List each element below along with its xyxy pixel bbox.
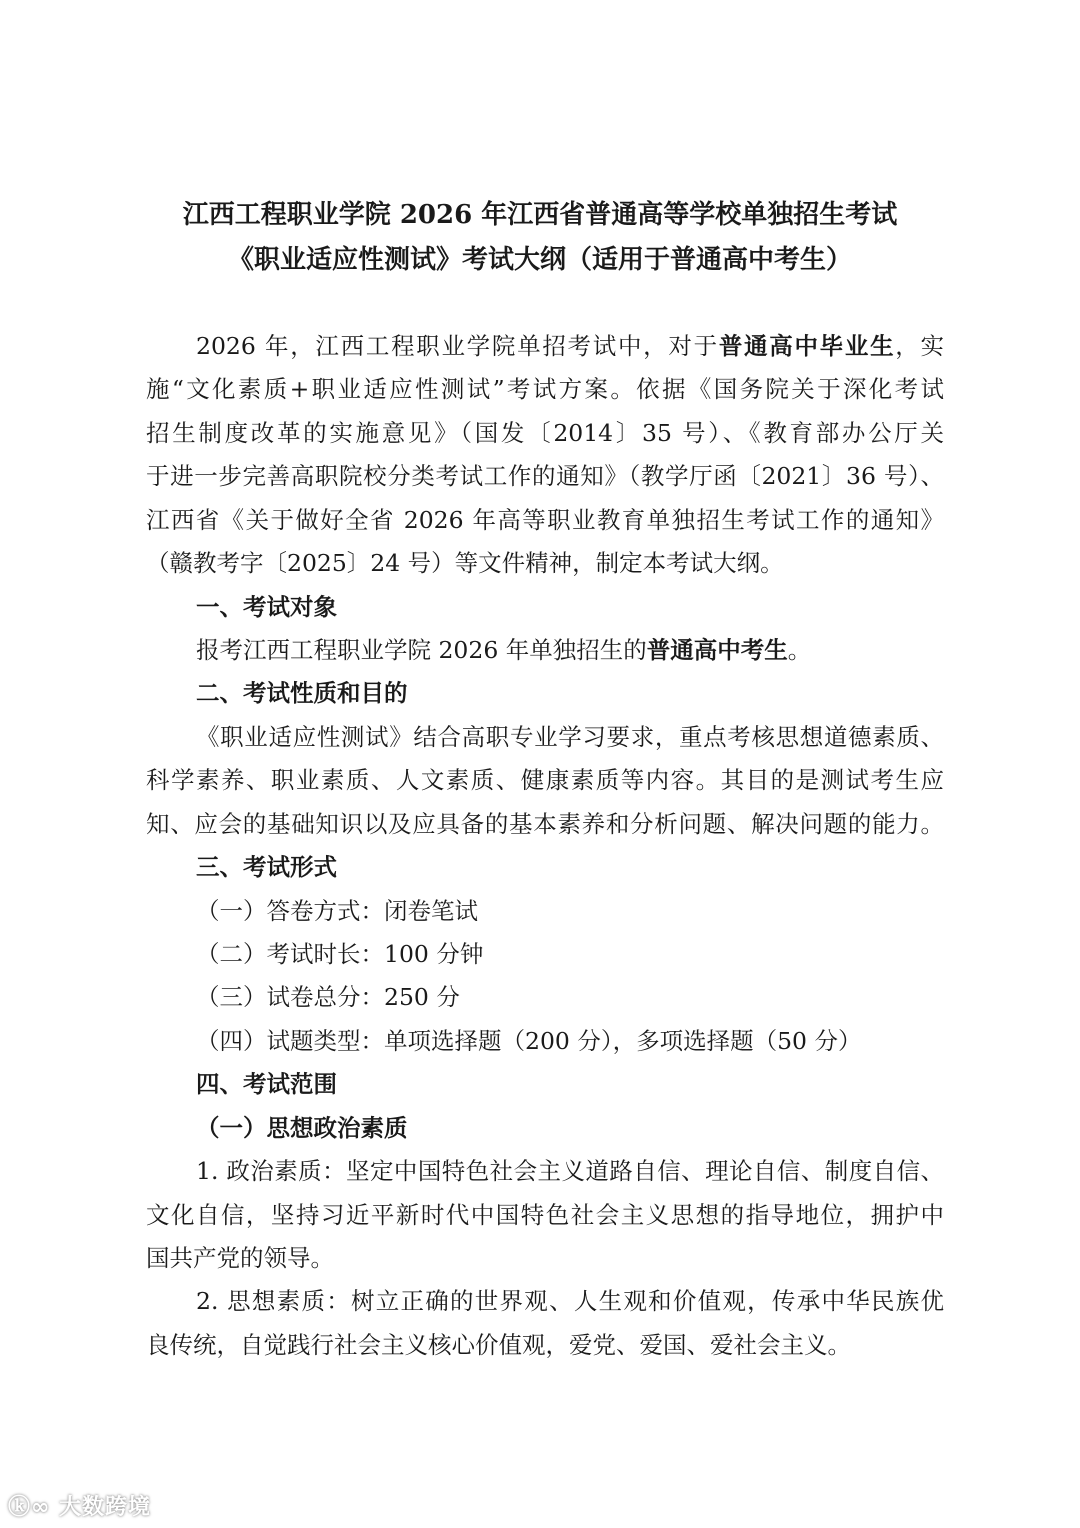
text-segment: 招生制度改革的实施意见》（国发〔2014〕35 号）、《教育部办公厅关 bbox=[146, 418, 944, 447]
text-line bbox=[146, 548, 944, 578]
bold-text: 一、考试对象 bbox=[196, 592, 337, 621]
text-line bbox=[146, 1069, 944, 1099]
text-line bbox=[146, 1156, 944, 1186]
text-segment: 国共产党的领导。 bbox=[146, 1244, 334, 1273]
text-segment: 文化自信，坚持习近平新时代中国特色社会主义思想的指导地位，拥护中 bbox=[146, 1200, 944, 1229]
text-segment: 于进一步完善高职院校分类考试工作的通知》（教学厅函〔2021〕36 号）、 bbox=[146, 462, 944, 491]
text-segment: 1. 政治素质：坚定中国特色社会主义道路自信、理论自信、制度自信、 bbox=[196, 1157, 944, 1186]
text-line bbox=[146, 1330, 944, 1360]
text-line bbox=[146, 1286, 944, 1316]
text-line bbox=[146, 592, 944, 622]
text-segment: （四）试题类型：单项选择题（200 分），多项选择题（50 分） bbox=[196, 1026, 862, 1055]
text-segment: 2026 年，江西工程职业学院单招考试中，对于 bbox=[196, 332, 719, 360]
text-segment: 报考江西工程职业学院 2026 年单独招生的 bbox=[196, 636, 647, 664]
watermark-logo: ⓚ∞ 大数跨境 bbox=[8, 1495, 151, 1520]
text-line bbox=[146, 635, 944, 665]
text-segment: （二）考试时长：100 分钟 bbox=[196, 940, 484, 969]
text-segment: ，实 bbox=[895, 332, 945, 360]
text-line bbox=[146, 809, 944, 839]
text-segment: （三）试卷总分：250 分 bbox=[196, 983, 460, 1012]
text-segment: 。 bbox=[787, 636, 812, 664]
bold-text: 二、考试性质和目的 bbox=[196, 679, 408, 708]
text-line bbox=[146, 896, 944, 926]
text-line bbox=[146, 1200, 944, 1230]
document-title-line-1: 江西工程职业学院 2026 年江西省普通高等学校单独招生考试 bbox=[182, 200, 898, 230]
bold-text: 四、考试范围 bbox=[196, 1070, 337, 1099]
bold-text: 三、考试形式 bbox=[196, 853, 337, 882]
text-segment: 施“文化素质+职业适应性测试”考试方案。依据《国务院关于深化考试 bbox=[146, 375, 944, 404]
text-segment: 江西省《关于做好全省 2026 年高等职业教育单独招生考试工作的通知》 bbox=[146, 505, 944, 534]
text-segment: 《职业适应性测试》结合高职专业学习要求，重点考核思想道德素质、 bbox=[196, 722, 944, 751]
text-line bbox=[146, 1026, 944, 1056]
document-title-line-2: 《职业适应性测试》考试大纲（适用于普通高中考生） bbox=[227, 245, 852, 275]
text-line bbox=[146, 374, 944, 404]
text-segment: （一）答卷方式：闭卷笔试 bbox=[196, 896, 478, 925]
text-line bbox=[146, 331, 944, 361]
text-line bbox=[146, 678, 944, 708]
text-line bbox=[146, 1243, 944, 1273]
text-line bbox=[146, 722, 944, 752]
text-segment: 科学素养、职业素质、人文素质、健康素质等内容。其目的是测试考生应 bbox=[146, 766, 944, 795]
text-line bbox=[146, 1113, 944, 1143]
text-segment: 2. 思想素质：树立正确的世界观、人生观和价值观，传承中华民族优 bbox=[196, 1287, 944, 1316]
bold-text: 普通高中考生 bbox=[646, 636, 788, 664]
text-line bbox=[146, 461, 944, 491]
text-line bbox=[146, 505, 944, 535]
text-line bbox=[146, 765, 944, 795]
text-line bbox=[146, 939, 944, 969]
text-line bbox=[146, 982, 944, 1012]
bold-text: 普通高中毕业生 bbox=[718, 332, 896, 360]
bold-text: （一）思想政治素质 bbox=[196, 1113, 408, 1142]
text-line bbox=[146, 852, 944, 882]
text-line bbox=[146, 418, 944, 448]
text-segment: 知、应会的基础知识以及应具备的基本素养和分析问题、解决问题的能力。 bbox=[146, 809, 944, 838]
text-segment: （赣教考字〔2025〕24 号）等文件精神，制定本考试大纲。 bbox=[146, 549, 784, 578]
text-segment: 良传统，自觉践行社会主义核心价值观，爱党、爱国、爱社会主义。 bbox=[146, 1330, 851, 1359]
